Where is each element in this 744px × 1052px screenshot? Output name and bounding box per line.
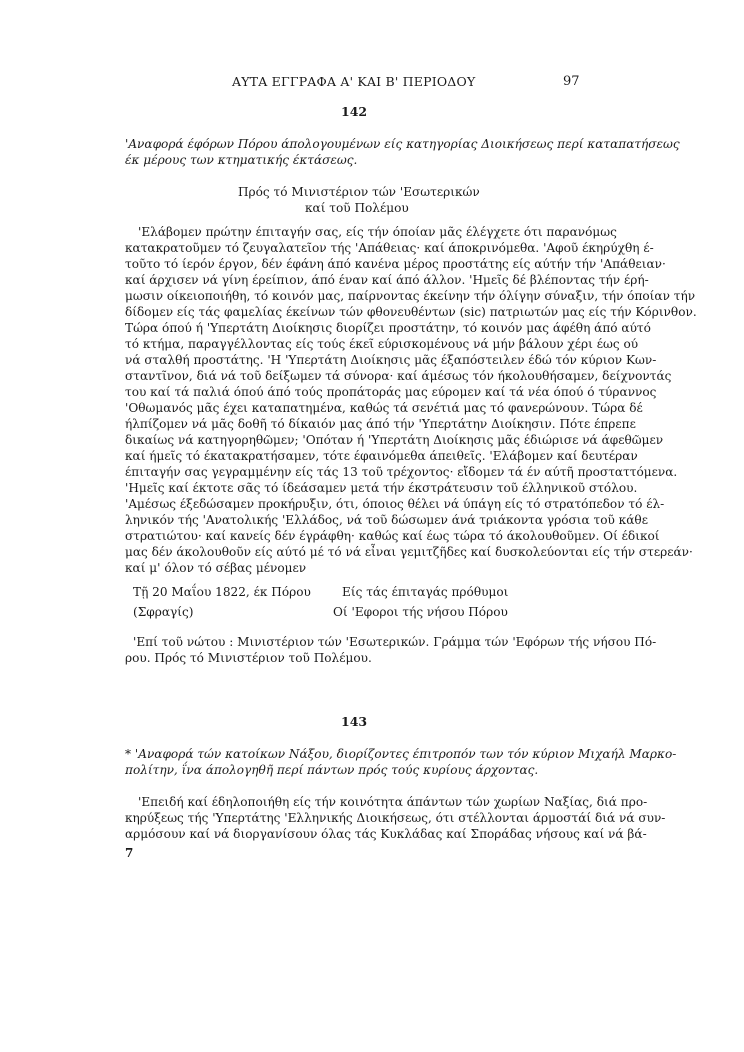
document-number-143: 143	[341, 714, 368, 729]
doc142-body-line: καί ήμεῖς τό έκατακρατήσαμεν, τότε έφαινόμεθα άπειθεῖς. 'Ελάβομεν καί δευτέραν	[125, 449, 638, 463]
doc142-body-line: δίδομεν είς τάς φαμελίας έκείνων τών φθονευθέντων (sic) πατριωτών μας είς τήν Κόρινθον.	[125, 305, 697, 319]
doc142-closing-formula: Είς τάς έπιταγάς πρόθυμοι	[342, 585, 509, 599]
doc142-verso-line-1: 'Επί τοῦ νώτου : Μινιστέριον τών 'Εσωτερικών. Γράμμα τών 'Εφόρων τής νήσου Πό-	[133, 635, 657, 649]
doc142-date-place: Τῇ 20 Μαΐου 1822, έκ Πόρου	[133, 585, 311, 599]
doc143-body-line: 'Επειδή καί έδηλοποιήθη είς τήν κοινότητα άπάντων τών χωρίων Ναξίας, διά προ-	[138, 795, 648, 809]
doc142-body-line: τό κτήμα, παραγγέλλοντας είς τούς έκεῖ εύρισκομένους νά μήν βάλουν χέρι έως ού	[125, 337, 639, 351]
doc142-body-line: καί άρχισεν νά γίνη έρείπιον, άπό έναν καί άπό άλλον. 'Ημεῖς δέ βλέποντας τήν έρή-	[125, 273, 649, 287]
doc142-body-line: 'Ημεῖς καί έκτοτε σᾶς τό ίδεάσαμεν μετά τήν έκστράτευσιν τοῦ έλληνικοῦ στόλου.	[125, 481, 638, 495]
doc142-signatories: Οί 'Εφοροι τής νήσου Πόρου	[333, 605, 508, 619]
doc142-body-line: του καί τά παλιά όπού άπό τούς προπάτοράς μας εύρομεν καί τά νέα όπού ό τύραννος	[125, 385, 657, 399]
signature-mark: 7	[125, 846, 134, 860]
doc142-body-line: μωσιν οίκειοποιήθη, τό κοινόν μας, παίρνοντας έκείνην τήν όλίγην σύναξιν, τήν όποίαν τήν	[125, 289, 696, 303]
doc142-seal: (Σφραγίς)	[133, 605, 194, 619]
doc142-addressee-line-2: καί τοῦ Πολέμου	[305, 201, 409, 215]
doc142-body-line: έπιταγήν σας γεγραμμένην είς τάς 13 τοῦ τρέχοντος· εἴδομεν τά έν αύτῆ προσταττόμενα.	[125, 465, 678, 479]
doc142-summary-line-2: έκ μέρους των κτηματικής έκτάσεως.	[125, 153, 358, 167]
doc142-verso-line-2: ρου. Πρός τό Μινιστέριον τοῦ Πολέμου.	[125, 651, 372, 665]
doc142-body-line: μας δέν άκολουθοῦν είς αύτό μέ τό νά εἶναι γεμιτζῆδες καί δυσκολεύονται είς τήν στερεάν·	[125, 545, 693, 559]
doc142-body-line: ληνικόν τής 'Ανατολικής 'Ελλάδος, νά τοῦ δώσωμεν άνά τριάκοντα γρόσια τοῦ κάθε	[125, 513, 648, 527]
doc142-body-line: 'Οθωμανός μᾶς έχει καταπατημένα, καθώς τά σενέτιά μας τό φανερώνουν. Τώρα δέ	[125, 401, 643, 415]
doc142-body-line: ήλπίζομεν νά μᾶς δοθῆ τό δίκαιόν μας άπό τήν 'Υπερτάτην Διοίκησιν. Πότε έπρεπε	[125, 417, 636, 431]
page-number: 97	[563, 74, 580, 89]
doc143-body-line: αρμόσουν καί νά διοργανίσουν όλας τάς Κυκλάδας καί Σποράδας νήσους καί νά βά-	[125, 827, 647, 841]
doc142-body-line: νά σταλθή προστάτης. 'Η 'Υπερτάτη Διοίκησις μᾶς έξαπόστειλεν έδώ τόν κύριον Κων-	[125, 353, 657, 367]
doc142-body-line: Τώρα όπού ή 'Υπερτάτη Διοίκησις διορίζει προστάτην, τό κοινόν μας άφέθη άπό αύτό	[125, 321, 651, 335]
document-number-142: 142	[341, 104, 368, 119]
doc142-body-line: 'Ελάβομεν πρώτην έπιταγήν σας, είς τήν όποίαν μᾶς έλέγχετε ότι παρανόμως	[138, 225, 617, 239]
running-title: ΑΥΤΑ ΕΓΓΡΑΦΑ Α' ΚΑΙ Β' ΠΕΡΙΟΔΟΥ	[232, 74, 476, 89]
doc142-addressee-line-1: Πρός τό Μινιστέριον τών 'Εσωτερικών	[238, 185, 480, 199]
doc142-body-line: κατακρατοῦμεν τό ζευγαλατεῖον τής 'Απάθειας· καί άποκρινόμεθα. 'Αφοῦ έκηρύχθη έ-	[125, 241, 654, 255]
doc143-summary-line-1: * 'Αναφορά τών κατοίκων Νάξου, διορίζοντες έπιτροπόν των τόν κύριον Μιχαήλ Μαρκο-	[125, 747, 677, 761]
doc142-body-line: 'Αμέσως έξεδώσαμεν προκήρυξιν, ότι, όποιος θέλει νά ύπάγη είς τό στρατόπεδον τό έλ-	[125, 497, 665, 511]
doc142-body-line: καί μ' όλον τό σέβας μένομεν	[125, 561, 307, 575]
doc143-body-line: κηρύξεως τής 'Υπερτάτης 'Ελληνικής Διοικήσεως, ότι στέλλονται άρμοστάί διά νά συν-	[125, 811, 666, 825]
doc142-summary-line-1: 'Αναφορά έφόρων Πόρου άπολογουμένων είς κατηγορίας Διοικήσεως περί καταπατήσεως	[125, 137, 680, 151]
doc143-summary-line-2: πολίτην, ΐνα άπολογηθῆ περί πάντων πρός τούς κυρίους άρχοντας.	[125, 763, 539, 777]
doc142-body-line: δικαίως νά κατηγορηθῶμεν; 'Οπόταν ή 'Υπερτάτη Διοίκησις μᾶς έδιώρισε νά άφεθῶμεν	[125, 433, 664, 447]
doc142-body-line: στρατιώτου· καί κανείς δέν έγράφθη· καθώς καί έως τώρα τό άκολουθοῦμεν. Οί έδικοί	[125, 529, 660, 543]
doc142-body-line: τοῦτο τό ίερόν έργον, δέν έφάνη άπό κανένα μέρος προστάτης είς αύτήν τήν 'Απάθειαν·	[125, 257, 666, 271]
doc142-body-line: σταντῖνον, διά νά τοῦ δείξωμεν τά σύνορα· καί άμέσως τόν ήκολουθήσαμεν, δείχνοντάς	[125, 369, 672, 383]
